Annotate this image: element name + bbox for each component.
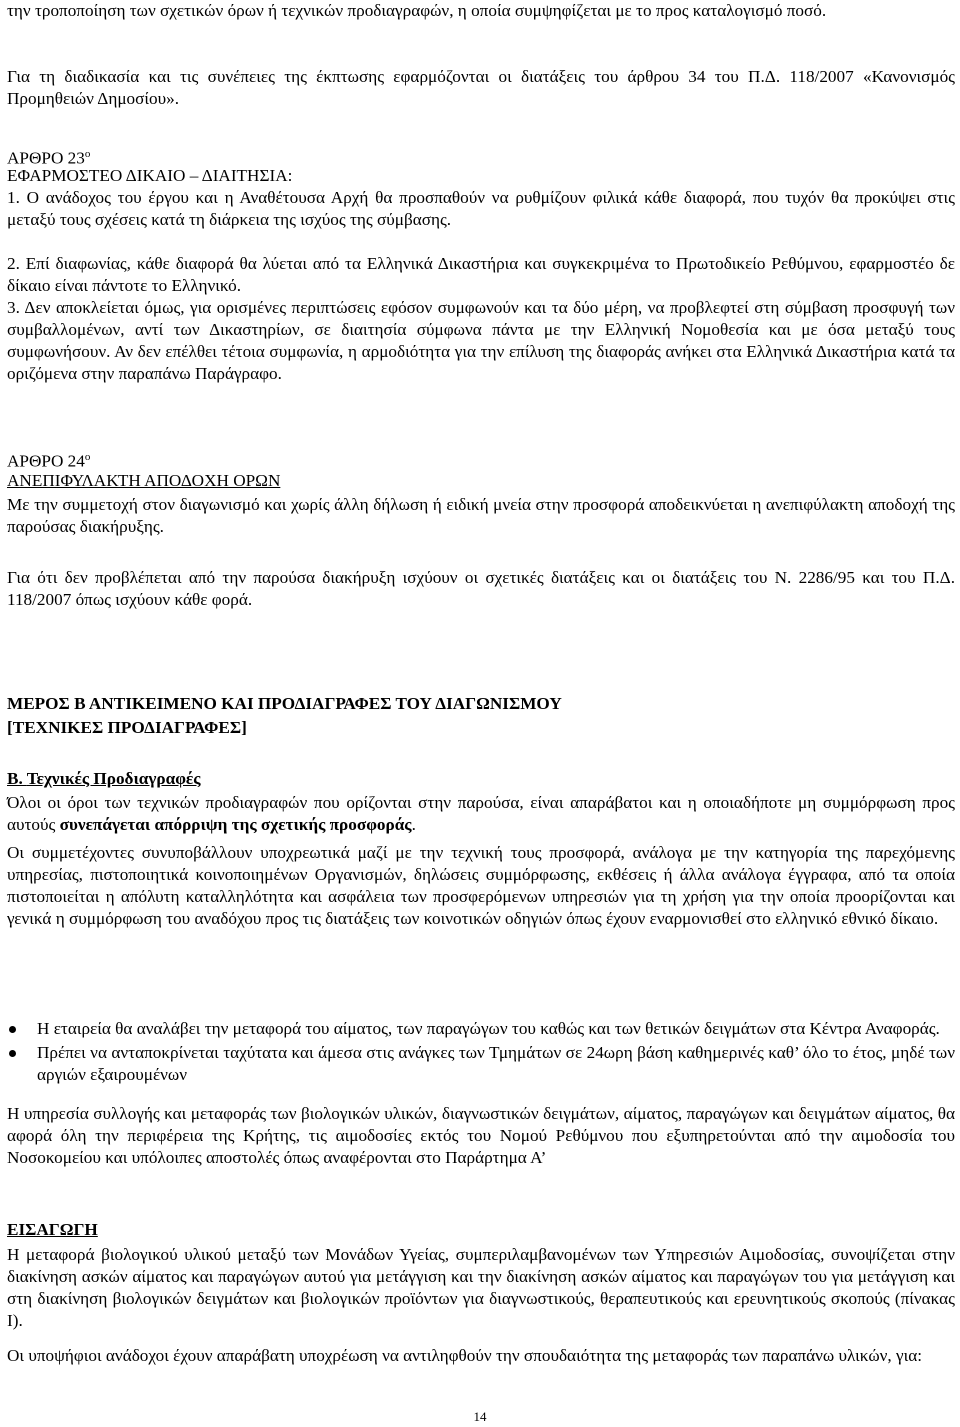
bullet-icon xyxy=(9,1050,16,1057)
article-24-paragraph-1: Με την συμμετοχή στον διαγωνισμό και χωρίς άλλη δήλωση ή ειδική μνεία στην προσφορά αποδεικνύεται η ανεπιφύλακτη αποδοχή της παρούσας διακήρυξης. xyxy=(7,495,955,536)
rejection-clause: συνεπάγεται απόρριψη της σχετικής προσφοράς xyxy=(59,815,412,834)
part-b-title: ΜΕΡΟΣ Β ΑΝΤΙΚΕΙΜΕΝΟ ΚΑΙ ΠΡΟΔΙΑΓΡΑΦΕΣ ΤΟΥ ΔΙΑΓΩΝΙΣΜΟΥ xyxy=(7,694,562,713)
part-b-subtitle: [ΤΕΧΝΙΚΕΣ ΠΡΟΔΙΑΓΡΑΦΕΣ] xyxy=(7,718,247,737)
intro-paragraph-2: Για τη διαδικασία και τις συνέπειες της έκπτωσης εφαρμόζονται οι διατάξεις του άρθρου 34 του Π.Δ. 118/2007 «Κανονισμός Προμηθειών Δημοσίου». xyxy=(7,67,955,108)
article-24-paragraph-2: Για ότι δεν προβλέπεται από την παρούσα διακήρυξη ισχύουν οι σχετικές διατάξεις και οι διατάξεις του Ν. 2286/95 και του Π.Δ. 118/2007 όπως ισχύουν κάθε φορά. xyxy=(7,568,955,609)
article-24-subtitle: ΑΝΕΠΙΦΥΛΑΚΤΗ ΑΠΟΔΟΧΗ ΟΡΩΝ xyxy=(7,471,281,490)
requirements-list xyxy=(7,1018,955,1087)
article-23-item-1: 1. Ο ανάδοχος του έργου και η Αναθέτουσα Αρχή θα προσπαθούν να ρυθμίζουν φιλικά κάθε διαφορά, που τυχόν θα προκύψει στις μεταξύ τους σχέσεις κατά τη διάρκεια της ισχύος της σύμβασης. xyxy=(7,188,955,229)
bullet-icon xyxy=(9,1026,16,1033)
article-23-item-2: 2. Επί διαφωνίας, κάθε διαφορά θα λύεται από τα Ελληνικά Δικαστήρια και συγκεκριμένα το Πρωτοδικείο Ρεθύμνου, εφαρμοστέο δε δίκαιο είναι πάντοτε το Ελληνικό. xyxy=(7,254,955,295)
introduction-heading: ΕΙΣΑΓΩΓΗ xyxy=(7,1220,98,1239)
article-23-title: ΑΡΘΡΟ $23^o$ xyxy=(7,148,91,168)
section-b-paragraph-1: Όλοι οι όροι των τεχνικών προδιαγραφών που ορίζονται στην παρούσα, είναι απαράβατοι και η οποιαδήποτε μη συμμόρφωση προς αυτούς συνεπάγεται απόρριψη της σχετικής προσφοράς. xyxy=(7,793,955,834)
introduction-paragraph-2: Οι υποψήφιοι ανάδοχοι έχουν απαράβατη υποχρέωση να αντιληφθούν την σπουδαιότητα της μεταφοράς των παραπάνω υλικών, για: xyxy=(7,1346,922,1365)
introduction-paragraph-1: Η μεταφορά βιολογικού υλικού μεταξύ των Μονάδων Υγείας, συμπεριλαμβανομένων των Υπηρεσιών Αιμοδοσίας, συνοψίζεται στην διακίνηση ασκών αίματος και παραγώγων αυτού για μετάγγιση και την διακίνηση ασκών αίματος και παραγώγων του για μετάγγιση και στη διακίνηση βιολογικών δειγμάτων και βιολογικών προϊόντων για διαγνωστικούς, θεραπευτικούς και ερευνητικούς σκοπούς (πίνακας Ι). xyxy=(7,1245,955,1330)
section-b-heading: Β. Τεχνικές Προδιαγραφές xyxy=(7,769,201,788)
intro-paragraph-1: την τροποποίηση των σχετικών όρων ή τεχνικών προδιαγραφών, η οποία συμψηφίζεται με το προς καταλογισμό ποσό. xyxy=(7,1,827,20)
article-24-title: ΑΡΘΡΟ $24^o$ xyxy=(7,451,91,471)
section-b-paragraph-3: Η υπηρεσία συλλογής και μεταφοράς των βιολογικών υλικών, διαγνωστικών δειγμάτων, αίματος, παραγώγων και δειγμάτων αίματος, θα αφορά όλη την περιφέρεια της Κρήτης, τις αιμοδοσίες εκτός του Νομού Ρεθύμνου που εξυπηρετούνται από την αιμοδοσία του Νοσοκομείου και υπόλοιπες αποστολές όπως αναφέρονται στο Παράρτημα Α’ xyxy=(7,1104,955,1167)
list-item: Η εταιρεία θα αναλάβει την μεταφορά του αίματος, των παραγώγων του καθώς και των θετικών δειγμάτων στα Κέντρα Αναφοράς. xyxy=(7,1018,955,1041)
list-item: Πρέπει να ανταποκρίνεται ταχύτατα και άμεσα στις ανάγκες των Τμημάτων σε 24ωρη βάση καθημερινές καθ’ όλο το έτος, μηδέ των αργιών εξαιρουμένων xyxy=(7,1042,955,1087)
article-23-subtitle: ΕΦΑΡΜΟΣΤΕΟ ΔΙΚΑΙΟ – ΔΙΑΙΤΗΣΙΑ: xyxy=(7,166,293,185)
section-b-paragraph-2: Οι συμμετέχοντες συνυποβάλλουν υποχρεωτικά μαζί με την τεχνική τους προσφορά, ανάλογα με την κατηγορία της παρεχόμενης υπηρεσίας, πιστοποιητικά κοινοποιημένων Οργανισμών, δηλώσεις συμμόρφωσης, εκθέσεις ή άλλα ανάλογα έγγραφα, από τα οποία πιστοποιείται η απόλυτη καταλληλότητα και ασφάλεια των προσφερόμενων υπηρεσιών για τη χρήση για την οποία προορίζονται και γενικά η συμμόρφωση του αναδόχου προς τις διατάξεις των κοινοτικών οδηγιών όπως έχουν εναρμονισθεί στο ελληνικό εθνικό δίκαιο. xyxy=(7,843,955,928)
page-number: 14 xyxy=(473,1409,487,1424)
article-23-item-3: 3. Δεν αποκλείεται όμως, για ορισμένες περιπτώσεις εφόσον συμφωνούν και τα δύο μέρη, να προβλεφτεί στη σύμβαση προσφυγή των συμβαλλομένων, αντί των Δικαστηρίων, σε διαιτησία σύμφωνα πάντα με την Ελληνική Νομοθεσία και με όσα μεταξύ τους συμφωνήσουν. Αν δεν επέλθει τέτοια συμφωνία, η αρμοδιότητα για την επίλυση της διαφοράς ανήκει στα Ελληνικά Δικαστήρια κατά τα οριζόμενα στην παραπάνω Παράγραφο. xyxy=(7,298,955,383)
